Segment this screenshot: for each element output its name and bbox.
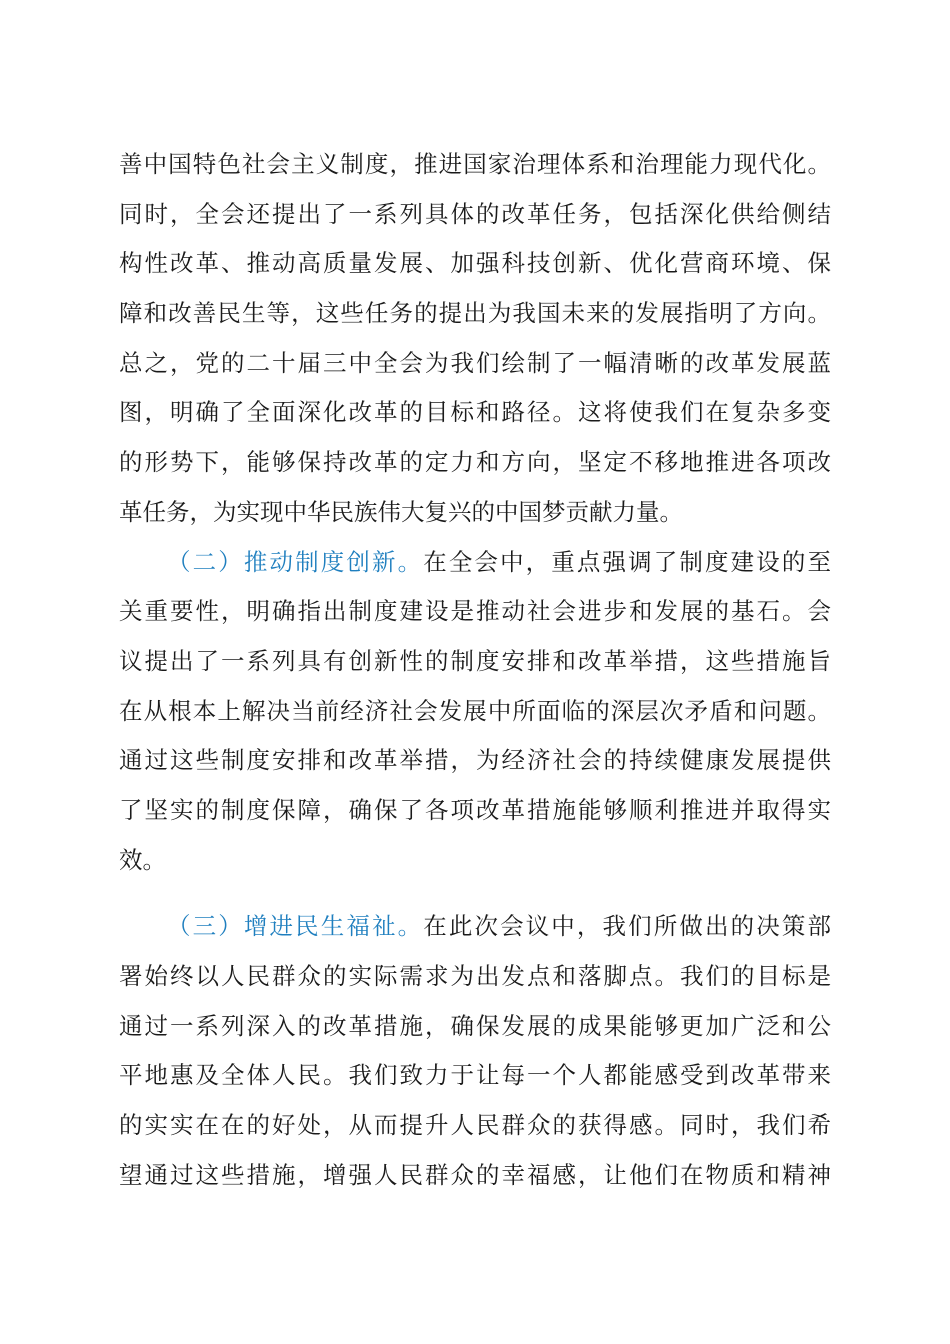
paragraph-reform-summary [119,140,831,538]
paragraph-line: 图，明确了全面深化改革的目标和路径。这将使我们在复杂多变 [119,398,831,427]
paragraph-line: 通过一系列深入的改革措施，确保发展的成果能够更加广泛和公 [119,1011,831,1040]
document-body [119,140,831,1200]
paragraph-line: 效。 [119,845,166,874]
paragraph-line: 望通过这些措施，增强人民群众的幸福感，让他们在物质和精神 [119,1160,831,1189]
paragraph-line: 了坚实的制度保障，确保了各项改革措施能够顺利推进并取得实 [119,795,831,824]
section-first-line [119,902,831,952]
section-first-line [119,538,831,588]
paragraph-line: 的形势下，能够保持改革的定力和方向，坚定不移地推进各项改 [119,448,831,477]
paragraph-line: 关重要性，明确指出制度建设是推动社会进步和发展的基石。会 [119,597,831,626]
paragraph-line: 障和改善民生等，这些任务的提出为我国未来的发展指明了方向。 [119,299,831,328]
section-text: 在此次会议中，我们所做出的决策部 [423,912,832,941]
paragraph-line: 总之，党的二十届三中全会为我们绘制了一幅清晰的改革发展蓝 [119,348,831,377]
section-institutional-innovation [119,538,831,886]
paragraph-line: 通过这些制度安排和改革举措，为经济社会的持续健康发展提供 [119,746,831,775]
paragraph-line: 署始终以人民群众的实际需求为出发点和落脚点。我们的目标是 [119,962,831,990]
paragraph-line: 的实实在在的好处，从而提升人民群众的获得感。同时，我们希 [119,1111,831,1140]
paragraph-line: 善中国特色社会主义制度，推进国家治理体系和治理能力现代化。 [119,150,831,178]
paragraph-line: 革任务，为实现中华民族伟大复兴的中国梦贡献力量。 [119,497,683,526]
section-text: 在全会中，重点强调了制度建设的至 [423,547,832,576]
paragraph-spacer [119,885,831,902]
paragraph-line: 在从根本上解决当前经济社会发展中所面临的深层次矛盾和问题。 [119,696,831,725]
paragraph-line: 同时，全会还提出了一系列具体的改革任务，包括深化供给侧结 [119,199,831,228]
paragraph-line: 平地惠及全体人民。我们致力于让每一个人都能感受到改革带来 [119,1061,831,1090]
paragraph-line: 构性改革、推动高质量发展、加强科技创新、优化营商环境、保 [119,249,831,278]
section-people-wellbeing [119,902,831,1200]
section-heading: （三）增进民生福祉。 [167,912,424,941]
section-heading: （二）推动制度创新。 [167,547,424,576]
paragraph-line: 议提出了一系列具有创新性的制度安排和改革举措，这些措施旨 [119,646,831,675]
